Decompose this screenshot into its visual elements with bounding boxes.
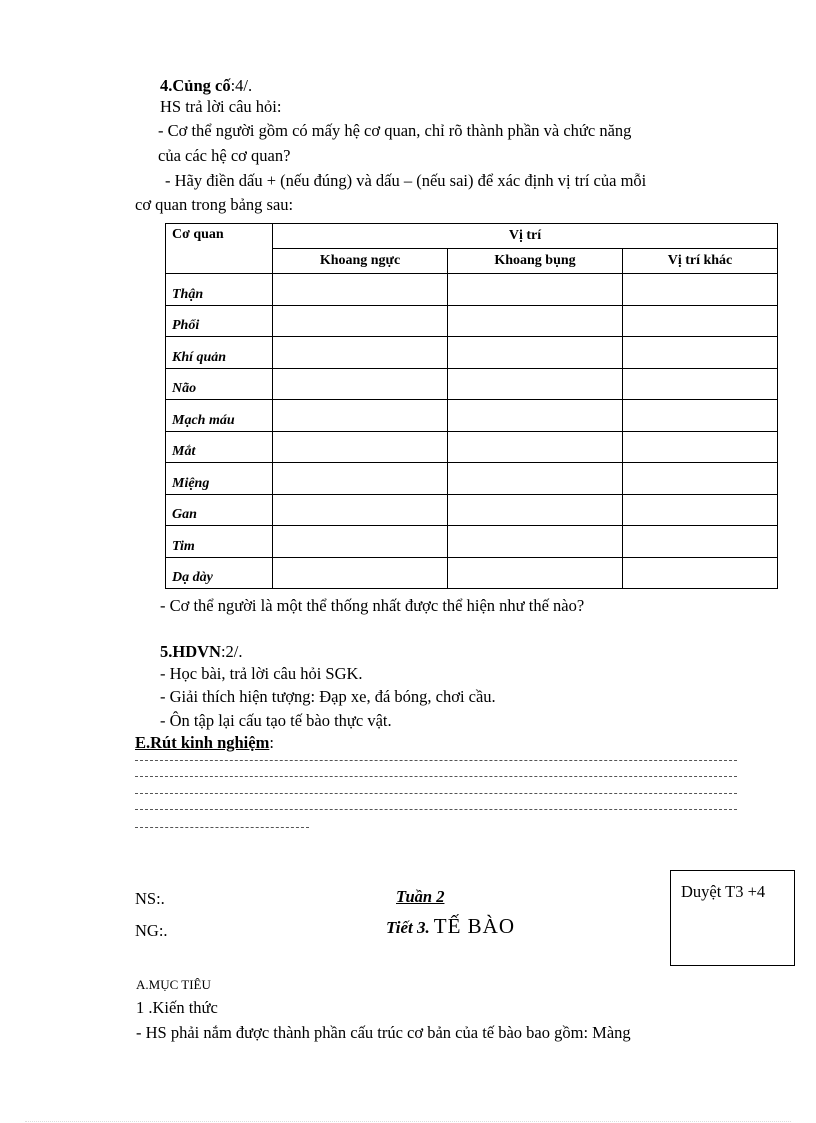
homework-item-2: - Giải thích hiện tượng: Đạp xe, đá bóng, chơi cầu. <box>160 687 496 706</box>
chest-cell[interactable] <box>273 557 448 589</box>
question-3: - Cơ thể người là một thể thống nhất được thể hiện như thế nào? <box>160 596 585 615</box>
table-header-organ: Cơ quan <box>166 224 273 274</box>
organ-cell: Khí quản <box>166 337 273 369</box>
organ-cell: Tim <box>166 526 273 558</box>
table-row <box>166 305 778 337</box>
abdomen-cell[interactable] <box>448 494 623 526</box>
ng-label: NG:. <box>135 921 168 940</box>
table-row <box>166 368 778 400</box>
table-row <box>166 337 778 369</box>
ns-label: NS:. <box>135 889 165 908</box>
notes-dash-line <box>135 827 309 828</box>
abdomen-cell[interactable] <box>448 274 623 306</box>
table-header-position: Vị trí <box>273 224 778 249</box>
abdomen-cell[interactable] <box>448 557 623 589</box>
table-row <box>166 431 778 463</box>
organ-cell: Dạ dày <box>166 557 273 589</box>
organ-cell: Gan <box>166 494 273 526</box>
homework-item-3: - Ôn tập lại cấu tạo tế bào thực vật. <box>160 711 392 730</box>
abdomen-cell[interactable] <box>448 400 623 432</box>
question-2-line-2: cơ quan trong bảng sau: <box>135 195 294 214</box>
section5-heading-line <box>160 642 243 662</box>
objectives-heading: A.MỤC TIÊU <box>136 977 211 992</box>
chest-cell[interactable] <box>273 400 448 432</box>
chest-cell[interactable] <box>273 463 448 495</box>
question-1-line-2: của các hệ cơ quan? <box>158 146 291 165</box>
chest-cell[interactable] <box>273 526 448 558</box>
abdomen-cell[interactable] <box>448 368 623 400</box>
abdomen-cell[interactable] <box>448 431 623 463</box>
other-cell[interactable] <box>623 274 778 306</box>
table-subheader-other: Vị trí khác <box>623 249 778 274</box>
section4-time: :4/. <box>230 76 253 95</box>
abdomen-cell[interactable] <box>448 305 623 337</box>
table-row <box>166 494 778 526</box>
other-cell[interactable] <box>623 494 778 526</box>
chest-cell[interactable] <box>273 431 448 463</box>
knowledge-heading: 1 .Kiến thức <box>136 998 218 1017</box>
abdomen-cell[interactable] <box>448 463 623 495</box>
abdomen-cell[interactable] <box>448 526 623 558</box>
organ-cell: Miệng <box>166 463 273 495</box>
table-subheader-abdomen: Khoang bụng <box>448 249 623 274</box>
section4-heading: 4.Củng cố <box>160 76 231 95</box>
lesson-prefix: Tiết 3. <box>386 918 430 937</box>
table-subheader-chest: Khoang ngực <box>273 249 448 274</box>
chest-cell[interactable] <box>273 368 448 400</box>
table-row <box>166 526 778 558</box>
section4-heading-line <box>160 76 252 96</box>
organ-position-table <box>165 223 778 589</box>
notes-dash-line <box>135 793 737 794</box>
table-row <box>166 557 778 589</box>
table-row <box>166 400 778 432</box>
question-2-line-1: - Hãy điền dấu + (nếu đúng) và dấu – (nếu sai) để xác định vị trí của mỗi <box>165 171 647 190</box>
notes-dash-line <box>135 760 737 761</box>
week-label: Tuần 2 <box>396 887 445 906</box>
chest-cell[interactable] <box>273 337 448 369</box>
chest-cell[interactable] <box>273 494 448 526</box>
section5-heading: 5.HDVN <box>160 642 221 661</box>
organ-cell: Não <box>166 368 273 400</box>
notes-dash-line <box>135 776 737 777</box>
page-bottom-divider <box>25 1121 791 1122</box>
abdomen-cell[interactable] <box>448 337 623 369</box>
chest-cell[interactable] <box>273 274 448 306</box>
other-cell[interactable] <box>623 557 778 589</box>
section4-intro: HS trả lời câu hỏi: <box>160 97 282 116</box>
organ-cell: Phổi <box>166 305 273 337</box>
lesson-title-line <box>386 914 515 939</box>
other-cell[interactable] <box>623 368 778 400</box>
approval-box <box>670 870 795 966</box>
knowledge-line: - HS phải nắm được thành phần cấu trúc cơ bản của tế bào bao gồm: Màng <box>136 1023 631 1042</box>
organ-cell: Mạch máu <box>166 400 273 432</box>
other-cell[interactable] <box>623 431 778 463</box>
approval-label: Duyệt T3 +4 <box>681 882 766 901</box>
sectionE-heading: E.Rút kinh nghiệm <box>135 733 270 752</box>
table-row <box>166 274 778 306</box>
sectionE-colon: : <box>269 733 274 752</box>
other-cell[interactable] <box>623 337 778 369</box>
other-cell[interactable] <box>623 400 778 432</box>
other-cell[interactable] <box>623 463 778 495</box>
question-1-line-1: - Cơ thể người gồm có mấy hệ cơ quan, chỉ rõ thành phần và chức năng <box>158 121 632 140</box>
sectionE-heading-line <box>135 733 274 753</box>
other-cell[interactable] <box>623 305 778 337</box>
table-row <box>166 463 778 495</box>
other-cell[interactable] <box>623 526 778 558</box>
organ-cell: Thận <box>166 274 273 306</box>
chest-cell[interactable] <box>273 305 448 337</box>
organ-cell: Mắt <box>166 431 273 463</box>
section5-time: :2/. <box>220 642 243 661</box>
notes-dash-line <box>135 809 737 810</box>
lesson-title: TẾ BÀO <box>433 914 515 938</box>
homework-item-1: - Học bài, trả lời câu hỏi SGK. <box>160 664 363 683</box>
